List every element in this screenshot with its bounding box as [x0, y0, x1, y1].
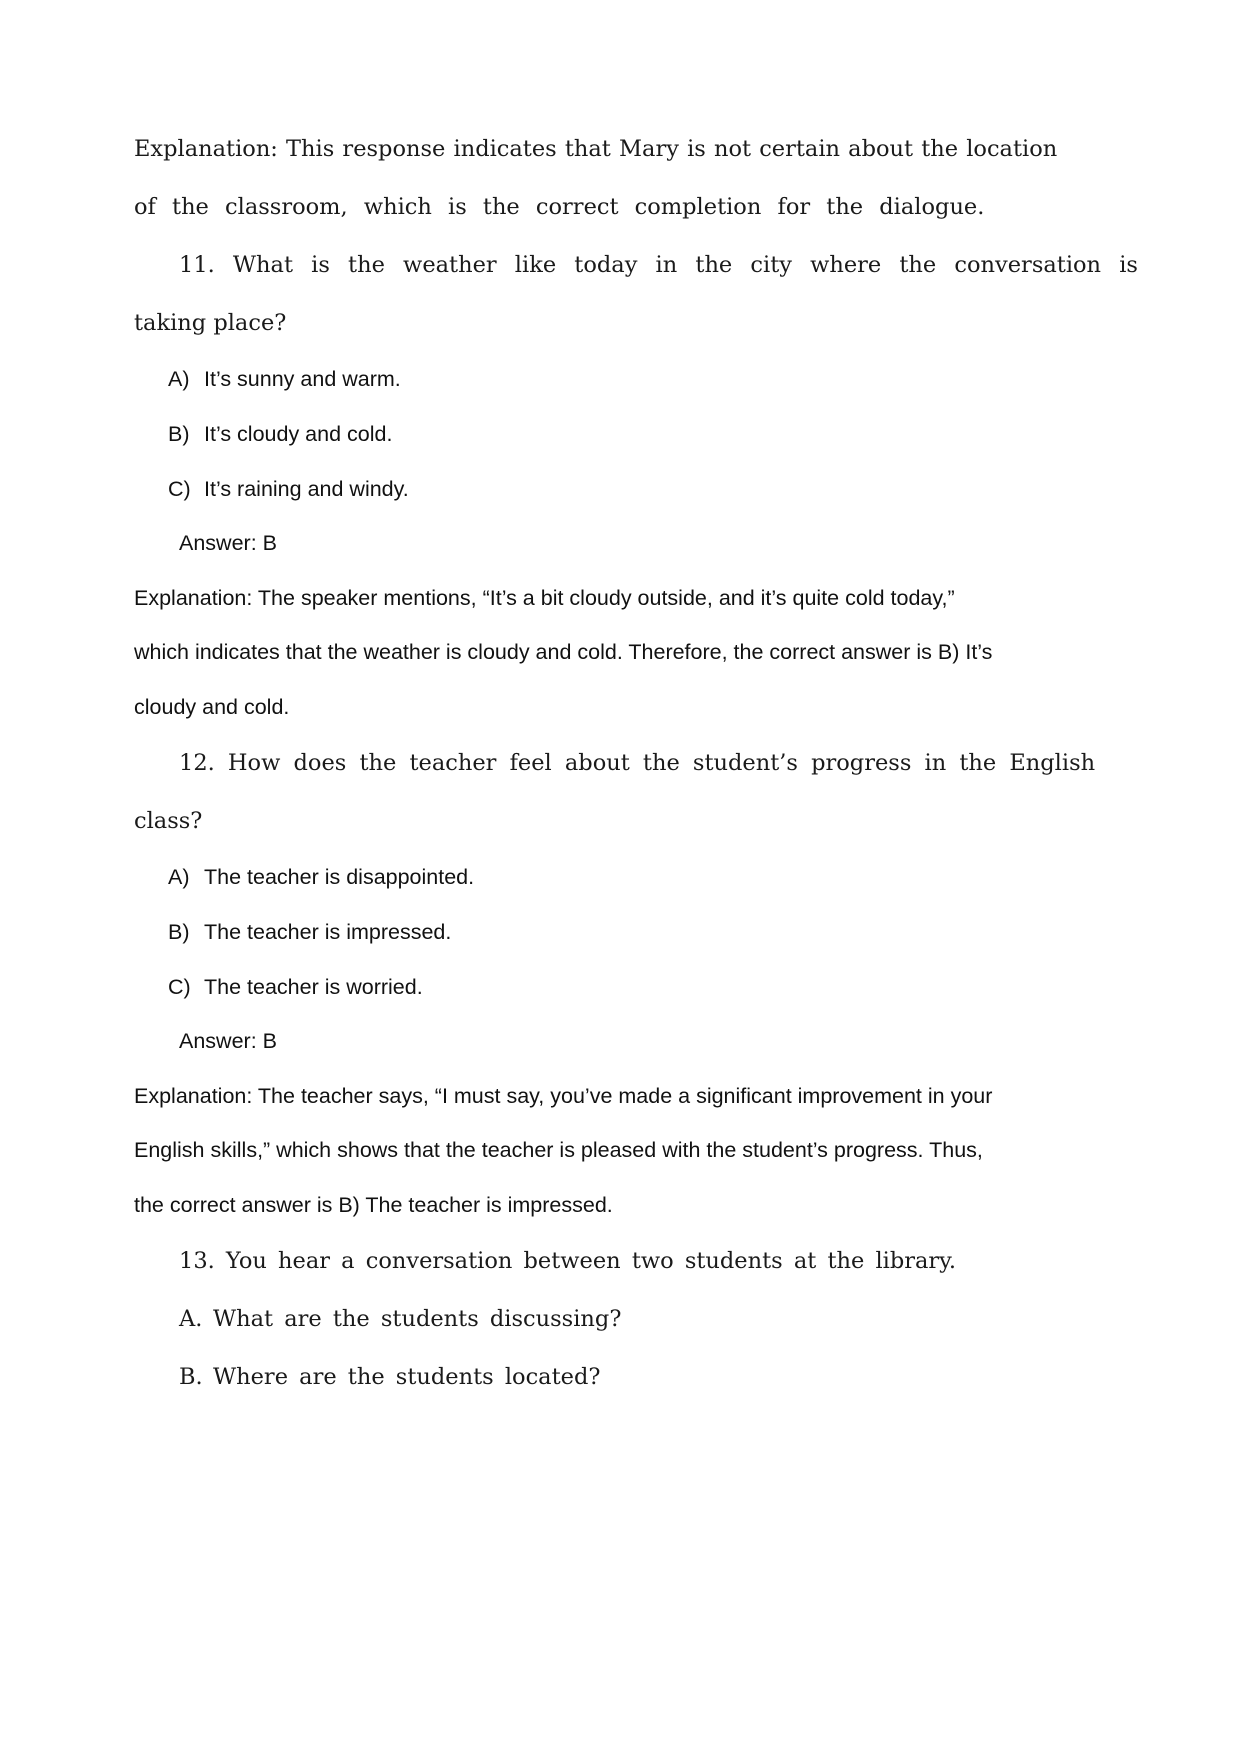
option-letter: B.: [179, 1364, 203, 1390]
option-text: The teacher is disappointed.: [204, 865, 475, 889]
option-letter: B): [168, 920, 190, 944]
option-text: The teacher is impressed.: [204, 920, 452, 944]
q12-explanation-line-2: English skills,” which shows that the teacher is pleased with the student’s progress. Thus,: [134, 1138, 983, 1162]
q13-stem: 13. You hear a conversation between two students at the library.: [179, 1248, 957, 1274]
option-text: Where are the students located?: [213, 1364, 601, 1390]
option-text: It’s raining and windy.: [204, 477, 409, 501]
option-text: It’s cloudy and cold.: [204, 422, 393, 446]
option-text: What are the students discussing?: [213, 1306, 622, 1332]
q13-option-a: [179, 1306, 622, 1332]
q12-stem-line-2: class?: [134, 808, 203, 834]
prev-explanation-line-1: Explanation: This response indicates that Mary is not certain about the location: [134, 136, 1058, 162]
q11-answer: Answer: B: [179, 531, 277, 555]
option-letter: A.: [179, 1306, 203, 1332]
q12-explanation-line-1: Explanation: The teacher says, “I must say, you’ve made a significant improvement in your: [134, 1084, 993, 1108]
option-letter: C): [168, 477, 191, 501]
option-text: The teacher is worried.: [204, 975, 423, 999]
q12-stem-line-1: 12. How does the teacher feel about the student’s progress in the English: [179, 750, 1096, 776]
q11-explanation-line-2: which indicates that the weather is cloudy and cold. Therefore, the correct answer is B) It’s: [134, 640, 993, 664]
q11-explanation-line-3: cloudy and cold.: [134, 695, 290, 719]
option-letter: B): [168, 422, 190, 446]
q13-option-b: [179, 1364, 601, 1390]
option-text: It’s sunny and warm.: [204, 367, 401, 391]
q11-explanation-line-1: Explanation: The speaker mentions, “It’s a bit cloudy outside, and it’s quite cold today,”: [134, 586, 955, 610]
option-letter: C): [168, 975, 191, 999]
q11-stem-line-2: taking place?: [134, 310, 287, 336]
option-letter: A): [168, 367, 190, 391]
prev-explanation-line-2: of the classroom, which is the correct completion for the dialogue.: [134, 194, 985, 220]
q11-stem-line-1: 11. What is the weather like today in the city where the conversation is: [179, 252, 1138, 278]
option-letter: A): [168, 865, 190, 889]
q12-explanation-line-3: the correct answer is B) The teacher is impressed.: [134, 1193, 613, 1217]
q12-answer: Answer: B: [179, 1029, 277, 1053]
